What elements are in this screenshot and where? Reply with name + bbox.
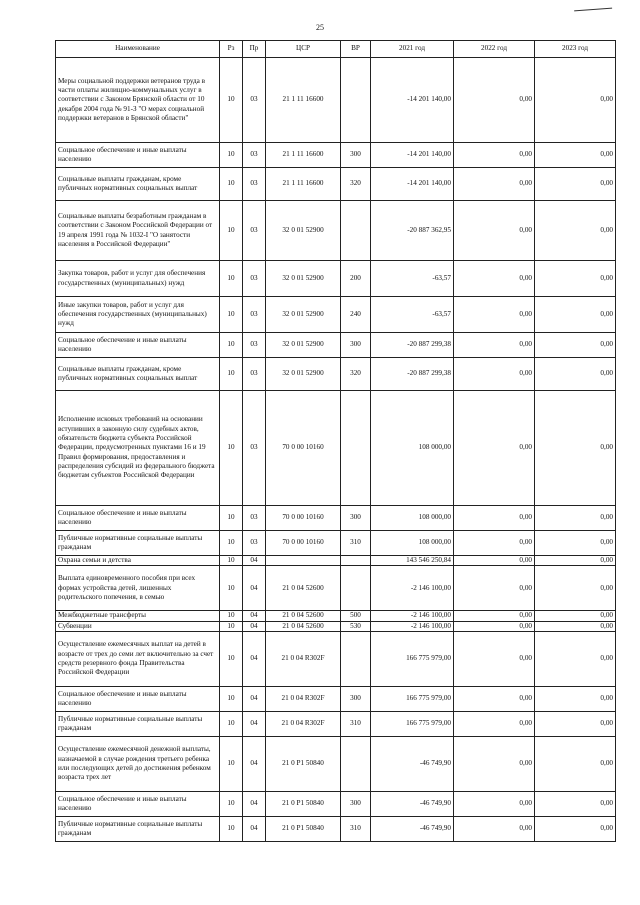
row-2023: 0,00 — [535, 736, 616, 791]
row-vr — [341, 201, 371, 261]
row-csr: 32 0 01 52900 — [266, 358, 341, 391]
row-2022: 0,00 — [454, 621, 535, 631]
table-row — [56, 556, 616, 566]
row-vr: 300 — [341, 506, 371, 531]
row-2021: -14 201 140,00 — [371, 168, 454, 201]
row-csr: 21 0 P1 50840 — [266, 816, 341, 841]
row-2022: 0,00 — [454, 58, 535, 143]
row-vr: 310 — [341, 816, 371, 841]
row-csr: 32 0 01 52900 — [266, 261, 341, 297]
table-row — [56, 736, 616, 791]
row-rz: 10 — [220, 58, 243, 143]
row-vr: 320 — [341, 168, 371, 201]
row-2022: 0,00 — [454, 611, 535, 621]
table-row — [56, 611, 616, 621]
row-vr: 310 — [341, 711, 371, 736]
row-rz: 10 — [220, 168, 243, 201]
row-2022: 0,00 — [454, 686, 535, 711]
row-vr: 300 — [341, 791, 371, 816]
row-name: Осуществление ежемесячных выплат на детей в возрасте от трех до семи лет включительно за счет средств резервного фонда Правительства Российской Федерации — [56, 631, 220, 686]
row-2023: 0,00 — [535, 816, 616, 841]
row-vr — [341, 736, 371, 791]
row-rz: 10 — [220, 297, 243, 333]
row-2021: -20 887 299,38 — [371, 333, 454, 358]
row-rz: 10 — [220, 711, 243, 736]
row-2023: 0,00 — [535, 358, 616, 391]
table-row — [56, 711, 616, 736]
table-body — [56, 58, 616, 842]
table-row — [56, 201, 616, 261]
row-name: Субвенции — [56, 621, 220, 631]
row-2021: -46 749,90 — [371, 791, 454, 816]
row-pr: 04 — [243, 711, 266, 736]
row-csr: 21 0 04 R302F — [266, 631, 341, 686]
row-pr: 04 — [243, 631, 266, 686]
row-csr — [266, 556, 341, 566]
row-2022: 0,00 — [454, 566, 535, 611]
row-2023: 0,00 — [535, 168, 616, 201]
row-2021: -46 749,90 — [371, 816, 454, 841]
row-rz: 10 — [220, 358, 243, 391]
row-2021: -20 887 362,95 — [371, 201, 454, 261]
row-csr: 21 1 11 16600 — [266, 168, 341, 201]
row-pr: 04 — [243, 791, 266, 816]
budget-table-container — [55, 40, 615, 842]
table-row — [56, 531, 616, 556]
row-csr: 21 0 04 52600 — [266, 566, 341, 611]
row-pr: 03 — [243, 358, 266, 391]
row-pr: 03 — [243, 531, 266, 556]
row-csr: 21 0 P1 50840 — [266, 791, 341, 816]
row-pr: 04 — [243, 556, 266, 566]
row-vr: 320 — [341, 358, 371, 391]
row-rz: 10 — [220, 261, 243, 297]
row-name: Публичные нормативные социальные выплаты гражданам — [56, 816, 220, 841]
header-2021: 2021 год — [371, 41, 454, 58]
table-row — [56, 816, 616, 841]
row-rz: 10 — [220, 506, 243, 531]
row-name: Иные закупки товаров, работ и услуг для обеспечения государственных (муниципальных) нужд — [56, 297, 220, 333]
row-2021: -14 201 140,00 — [371, 143, 454, 168]
row-2023: 0,00 — [535, 566, 616, 611]
row-2021: -46 749,90 — [371, 736, 454, 791]
row-vr — [341, 556, 371, 566]
row-name: Публичные нормативные социальные выплаты гражданам — [56, 711, 220, 736]
row-rz: 10 — [220, 531, 243, 556]
row-csr: 21 0 04 52600 — [266, 621, 341, 631]
row-csr: 21 0 04 R302F — [266, 686, 341, 711]
header-csr: ЦСР — [266, 41, 341, 58]
row-2021: 166 775 979,00 — [371, 711, 454, 736]
row-2021: -14 201 140,00 — [371, 58, 454, 143]
row-csr: 70 0 00 10160 — [266, 531, 341, 556]
row-2022: 0,00 — [454, 816, 535, 841]
table-row — [56, 506, 616, 531]
row-2022: 0,00 — [454, 391, 535, 506]
row-2023: 0,00 — [535, 391, 616, 506]
row-2021: -20 887 299,38 — [371, 358, 454, 391]
row-2022: 0,00 — [454, 736, 535, 791]
row-rz: 10 — [220, 686, 243, 711]
row-name: Исполнение исковых требований на основании вступивших в законную силу судебных актов, обязательств бюджета субъекта Российской Федерации, предусмотренных пунктами 16 и 19 Правил формирования, предоставления и распределения субсидий из федерального бюджета бюджетам субъектов Российской Федерации — [56, 391, 220, 506]
row-vr: 300 — [341, 333, 371, 358]
row-vr: 300 — [341, 686, 371, 711]
table-row — [56, 143, 616, 168]
row-vr: 200 — [341, 261, 371, 297]
row-name: Охрана семьи и детства — [56, 556, 220, 566]
row-2023: 0,00 — [535, 791, 616, 816]
row-pr: 04 — [243, 611, 266, 621]
row-pr: 04 — [243, 816, 266, 841]
table-row — [56, 297, 616, 333]
table-row — [56, 58, 616, 143]
table-header-row — [56, 41, 616, 58]
row-csr: 21 1 11 16600 — [266, 58, 341, 143]
row-name: Социальное обеспечение и иные выплаты населению — [56, 506, 220, 531]
row-rz: 10 — [220, 143, 243, 168]
row-2023: 0,00 — [535, 621, 616, 631]
pen-mark — [574, 4, 612, 12]
row-pr: 03 — [243, 143, 266, 168]
budget-table — [55, 40, 616, 842]
table-row — [56, 261, 616, 297]
row-2023: 0,00 — [535, 631, 616, 686]
row-2022: 0,00 — [454, 261, 535, 297]
row-csr: 21 0 P1 50840 — [266, 736, 341, 791]
row-pr: 03 — [243, 261, 266, 297]
table-row — [56, 621, 616, 631]
row-name: Социальные выплаты гражданам, кроме публичных нормативных социальных выплат — [56, 358, 220, 391]
header-pr: Пр — [243, 41, 266, 58]
row-name: Меры социальной поддержки ветеранов труда в части оплаты жилищно-коммунальных услуг в соответствии с Законом Брянской области от 10 декабря 2004 года № 91-З "О мерах социальной поддержки ветеранов в Брянской области" — [56, 58, 220, 143]
row-rz: 10 — [220, 566, 243, 611]
row-vr: 500 — [341, 611, 371, 621]
row-2021: 166 775 979,00 — [371, 631, 454, 686]
row-2021: -63,57 — [371, 297, 454, 333]
row-2022: 0,00 — [454, 711, 535, 736]
row-rz: 10 — [220, 391, 243, 506]
row-2023: 0,00 — [535, 333, 616, 358]
row-rz: 10 — [220, 631, 243, 686]
row-rz: 10 — [220, 736, 243, 791]
row-2022: 0,00 — [454, 143, 535, 168]
row-pr: 04 — [243, 621, 266, 631]
row-2023: 0,00 — [535, 201, 616, 261]
row-2021: 108 000,00 — [371, 391, 454, 506]
row-2023: 0,00 — [535, 611, 616, 621]
row-2023: 0,00 — [535, 58, 616, 143]
row-csr: 70 0 00 10160 — [266, 506, 341, 531]
header-vr: ВР — [341, 41, 371, 58]
table-row — [56, 566, 616, 611]
row-name: Выплата единовременного пособия при всех формах устройства детей, лишенных родительского попечения, в семью — [56, 566, 220, 611]
row-vr: 300 — [341, 143, 371, 168]
table-row — [56, 358, 616, 391]
row-rz: 10 — [220, 201, 243, 261]
row-rz: 10 — [220, 556, 243, 566]
row-rz: 10 — [220, 611, 243, 621]
row-pr: 04 — [243, 736, 266, 791]
page-number: 25 — [316, 23, 324, 32]
header-2023: 2023 год — [535, 41, 616, 58]
row-2021: 108 000,00 — [371, 506, 454, 531]
row-2022: 0,00 — [454, 791, 535, 816]
table-row — [56, 333, 616, 358]
row-vr: 530 — [341, 621, 371, 631]
row-name: Социальное обеспечение и иные выплаты населению — [56, 333, 220, 358]
row-name: Межбюджетные трансферты — [56, 611, 220, 621]
row-vr — [341, 566, 371, 611]
table-row — [56, 631, 616, 686]
row-pr: 03 — [243, 297, 266, 333]
row-csr: 32 0 01 52900 — [266, 297, 341, 333]
table-row — [56, 391, 616, 506]
row-2022: 0,00 — [454, 297, 535, 333]
row-2022: 0,00 — [454, 358, 535, 391]
row-2021: -2 146 100,00 — [371, 611, 454, 621]
table-row — [56, 791, 616, 816]
row-2022: 0,00 — [454, 531, 535, 556]
row-csr: 21 0 04 R302F — [266, 711, 341, 736]
row-csr: 32 0 01 52900 — [266, 333, 341, 358]
row-2023: 0,00 — [535, 556, 616, 566]
row-pr: 03 — [243, 201, 266, 261]
row-vr: 310 — [341, 531, 371, 556]
row-2023: 0,00 — [535, 686, 616, 711]
row-pr: 03 — [243, 58, 266, 143]
row-2022: 0,00 — [454, 631, 535, 686]
row-name: Публичные нормативные социальные выплаты гражданам — [56, 531, 220, 556]
row-2021: -63,57 — [371, 261, 454, 297]
row-2023: 0,00 — [535, 297, 616, 333]
row-pr: 03 — [243, 333, 266, 358]
row-vr — [341, 631, 371, 686]
row-name: Осуществление ежемесячной денежной выплаты, назначаемой в случае рождения третьего ребенка или последующих детей до достижения ребенком возраста трех лет — [56, 736, 220, 791]
row-2022: 0,00 — [454, 506, 535, 531]
header-name: Наименование — [56, 41, 220, 58]
row-2021: 143 546 250,84 — [371, 556, 454, 566]
row-vr — [341, 58, 371, 143]
row-pr: 03 — [243, 391, 266, 506]
row-rz: 10 — [220, 333, 243, 358]
row-2023: 0,00 — [535, 506, 616, 531]
row-2023: 0,00 — [535, 261, 616, 297]
row-csr: 21 1 11 16600 — [266, 143, 341, 168]
row-vr: 240 — [341, 297, 371, 333]
header-rz: Рз — [220, 41, 243, 58]
row-rz: 10 — [220, 791, 243, 816]
row-2021: 108 000,00 — [371, 531, 454, 556]
row-2022: 0,00 — [454, 201, 535, 261]
row-2021: -2 146 100,00 — [371, 621, 454, 631]
row-csr: 32 0 01 52900 — [266, 201, 341, 261]
row-pr: 03 — [243, 506, 266, 531]
row-2022: 0,00 — [454, 333, 535, 358]
row-name: Закупка товаров, работ и услуг для обеспечения государственных (муниципальных) нужд — [56, 261, 220, 297]
row-rz: 10 — [220, 816, 243, 841]
row-2021: 166 775 979,00 — [371, 686, 454, 711]
row-pr: 04 — [243, 566, 266, 611]
row-2023: 0,00 — [535, 711, 616, 736]
row-rz: 10 — [220, 621, 243, 631]
row-name: Социальные выплаты гражданам, кроме публичных нормативных социальных выплат — [56, 168, 220, 201]
row-name: Социальное обеспечение и иные выплаты населению — [56, 686, 220, 711]
row-vr — [341, 391, 371, 506]
header-2022: 2022 год — [454, 41, 535, 58]
table-row — [56, 168, 616, 201]
row-csr: 70 0 00 10160 — [266, 391, 341, 506]
table-row — [56, 686, 616, 711]
row-name: Социальное обеспечение и иные выплаты населению — [56, 143, 220, 168]
row-2022: 0,00 — [454, 168, 535, 201]
row-pr: 03 — [243, 168, 266, 201]
row-2022: 0,00 — [454, 556, 535, 566]
row-pr: 04 — [243, 686, 266, 711]
row-csr: 21 0 04 52600 — [266, 611, 341, 621]
row-2023: 0,00 — [535, 531, 616, 556]
row-2021: -2 146 100,00 — [371, 566, 454, 611]
row-name: Социальное обеспечение и иные выплаты населению — [56, 791, 220, 816]
row-name: Социальные выплаты безработным гражданам в соответствии с Законом Российской Федерации от 19 апреля 1991 года № 1032-I "О занятости населения в Российской Федерации" — [56, 201, 220, 261]
row-2023: 0,00 — [535, 143, 616, 168]
